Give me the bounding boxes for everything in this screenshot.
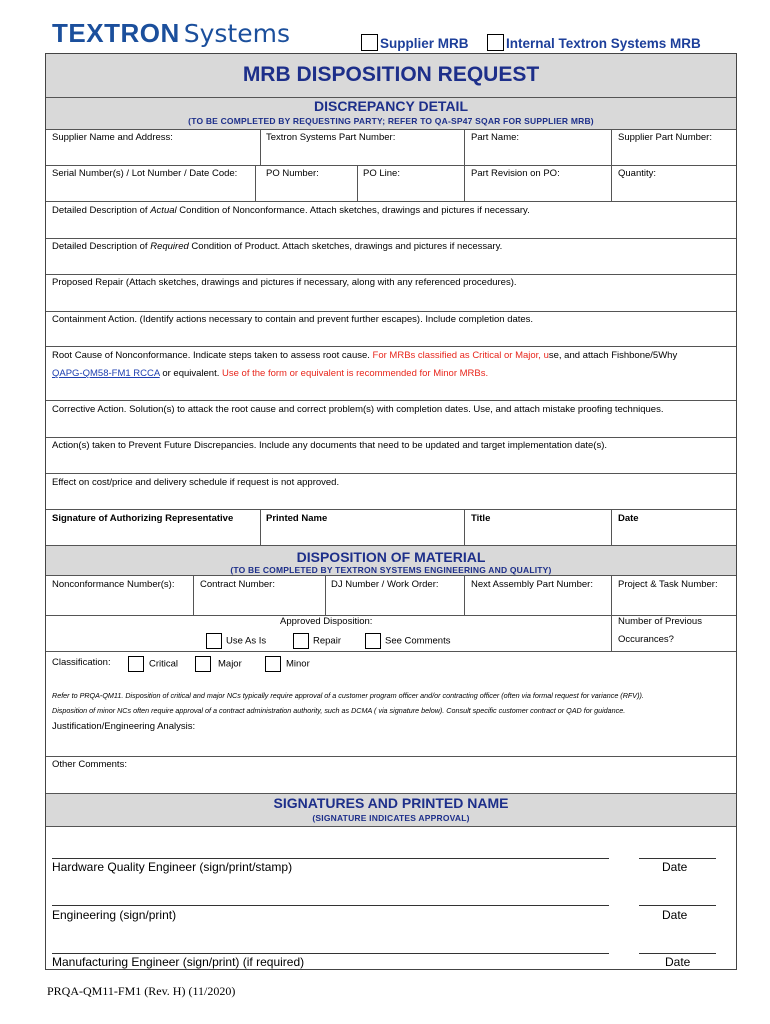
manufacturing-signature-line[interactable]	[52, 953, 609, 954]
engineering-signature-line[interactable]	[52, 905, 609, 906]
minor-checkbox[interactable]	[265, 656, 281, 672]
discrepancy-subheading: (TO BE COMPLETED BY REQUESTING PARTY; REFER TO QA-SP47 SQAR FOR SUPPLIER MRB)	[188, 116, 594, 126]
engineering-date-label: Date	[662, 908, 688, 922]
hw-quality-signature-line[interactable]	[52, 858, 609, 859]
authorizing-signature-field[interactable]: Signature of Authorizing Representative	[52, 513, 234, 524]
ts-part-number-field[interactable]: Textron Systems Part Number:	[266, 132, 396, 143]
dj-number-field[interactable]: DJ Number / Work Order:	[331, 579, 439, 590]
engineering-date-line[interactable]	[639, 905, 716, 906]
proposed-repair-field[interactable]: Proposed Repair (Attach sketches, drawings and pictures if necessary, along with any referenced procedures).	[52, 277, 517, 288]
supplier-mrb-checkbox[interactable]	[361, 34, 378, 51]
signatures-heading: SIGNATURES AND PRINTED NAME	[273, 795, 509, 811]
engineering-label: Engineering (sign/print)	[52, 908, 177, 922]
serial-number-field[interactable]: Serial Number(s) / Lot Number / Date Code:	[52, 168, 238, 179]
major-checkbox[interactable]	[195, 656, 211, 672]
manufacturing-date-line[interactable]	[639, 953, 716, 954]
use-as-is-checkbox[interactable]	[206, 633, 222, 649]
corrective-action-field[interactable]: Corrective Action. Solution(s) to attack the root cause and correct problem(s) with completion dates. Use, and attach mistake proofing techniques.	[52, 404, 664, 415]
hw-quality-date-label: Date	[662, 860, 688, 874]
justification-field[interactable]: Justification/Engineering Analysis:	[52, 721, 196, 732]
project-task-field[interactable]: Project & Task Number:	[618, 579, 718, 590]
repair-checkbox[interactable]	[293, 633, 309, 649]
major-option[interactable]: Major	[195, 656, 242, 672]
logo-systems: Systems	[183, 19, 290, 48]
repair-option[interactable]: Repair	[293, 633, 341, 649]
guidance-note-1: Refer to PRQA-QM11. Disposition of critical and major NCs typically require approval of a customer program officer and/or contracting officer (often via formal request for variance (RFV)).	[52, 691, 644, 700]
supplier-mrb-label: Supplier MRB	[380, 36, 469, 51]
see-comments-option[interactable]: See Comments	[365, 633, 450, 649]
root-cause-field[interactable]: Root Cause of Nonconformance. Indicate steps taken to assess root cause. For MRBs classified as Critical or Major, use, and attach Fishbone/5Why	[52, 350, 678, 361]
form-title: MRB DISPOSITION REQUEST	[242, 63, 540, 86]
approved-disposition-label: Approved Disposition:	[280, 616, 373, 627]
discrepancy-heading: DISCREPANCY DETAIL	[313, 98, 468, 114]
contract-number-field[interactable]: Contract Number:	[200, 579, 275, 590]
minor-option[interactable]: Minor	[265, 656, 310, 672]
use-as-is-option[interactable]: Use As Is	[206, 633, 266, 649]
containment-field[interactable]: Containment Action. (Identify actions necessary to contain and prevent further escapes). Include completion dates.	[52, 314, 534, 325]
hw-quality-label: Hardware Quality Engineer (sign/print/stamp)	[52, 860, 293, 874]
mrb-form	[45, 53, 737, 970]
title-field[interactable]: Title	[471, 513, 491, 524]
root-cause-line2: QAPG-QM58-FM1 RCCA or equivalent. Use of the form or equivalent is recommended for Minor MRBs.	[52, 368, 489, 379]
signatures-subheading: (SIGNATURE INDICATES APPROVAL)	[312, 813, 470, 823]
nc-numbers-field[interactable]: Nonconformance Number(s):	[52, 579, 175, 590]
date-field[interactable]: Date	[618, 513, 639, 524]
textron-systems-logo	[52, 18, 290, 50]
classification-label: Classification:	[52, 657, 111, 668]
printed-name-field[interactable]: Printed Name	[266, 513, 328, 524]
internal-mrb-option[interactable]	[487, 34, 701, 52]
disposition-subheading: (TO BE COMPLETED BY TEXTRON SYSTEMS ENGINEERING AND QUALITY)	[230, 565, 552, 575]
po-line-field[interactable]: PO Line:	[363, 168, 400, 179]
disposition-heading: DISPOSITION OF MATERIAL	[296, 549, 486, 565]
supplier-mrb-option[interactable]	[361, 34, 469, 52]
internal-mrb-checkbox[interactable]	[487, 34, 504, 51]
po-number-field[interactable]: PO Number:	[266, 168, 319, 179]
effect-on-cost-field[interactable]: Effect on cost/price and delivery schedule if request is not approved.	[52, 477, 340, 488]
supplier-name-field[interactable]: Supplier Name and Address:	[52, 132, 173, 143]
next-assembly-field[interactable]: Next Assembly Part Number:	[471, 579, 593, 590]
critical-checkbox[interactable]	[128, 656, 144, 672]
form-number-footer: PRQA-QM11-FM1 (Rev. H) (11/2020)	[47, 984, 236, 998]
manufacturing-label: Manufacturing Engineer (sign/print) (if required)	[52, 955, 305, 969]
see-comments-checkbox[interactable]	[365, 633, 381, 649]
supplier-part-number-field[interactable]: Supplier Part Number:	[618, 132, 712, 143]
logo-brand: TEXTRON	[52, 18, 180, 48]
part-revision-field[interactable]: Part Revision on PO:	[471, 168, 560, 179]
rcca-form-link[interactable]: QAPG-QM58-FM1 RCCA	[52, 368, 160, 379]
part-name-field[interactable]: Part Name:	[471, 132, 520, 143]
required-condition-field[interactable]: Detailed Description of Required Condition of Product. Attach sketches, drawings and pictures if necessary.	[52, 241, 503, 252]
prevent-discrepancies-field[interactable]: Action(s) taken to Prevent Future Discrepancies. Include any documents that need to be updated and target implementation date(s).	[52, 440, 608, 451]
quantity-field[interactable]: Quantity:	[618, 168, 657, 179]
previous-occurrences-line2: Occurances?	[618, 634, 674, 645]
guidance-note-2: Disposition of minor NCs often require approval of a contract administration authority, such as DCMA ( via signature below). Consult specific customer contract or QAD for guidance.	[52, 706, 626, 715]
hw-quality-date-line[interactable]	[639, 858, 716, 859]
internal-mrb-label: Internal Textron Systems MRB	[506, 36, 701, 51]
critical-option[interactable]: Critical	[128, 656, 178, 672]
actual-condition-field[interactable]: Detailed Description of Actual Condition of Nonconformance. Attach sketches, drawings and pictures if necessary.	[52, 205, 530, 216]
other-comments-field[interactable]: Other Comments:	[52, 759, 127, 770]
manufacturing-date-label: Date	[665, 955, 691, 969]
previous-occurrences-field[interactable]: Number of Previous	[618, 616, 702, 627]
